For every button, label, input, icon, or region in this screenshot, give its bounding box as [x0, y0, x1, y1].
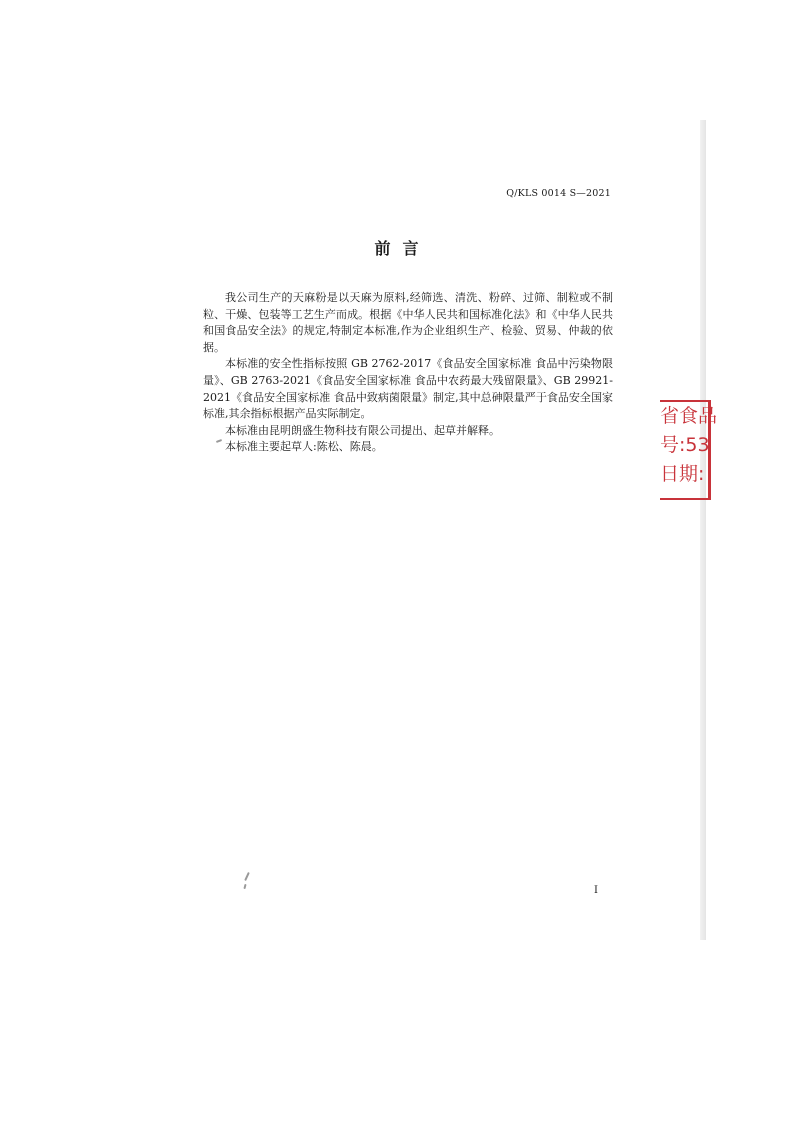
- paragraph-intro: 我公司生产的天麻粉是以天麻为原料,经筛选、清洗、粉碎、过筛、制粒或不制粒、干燥、包装等工艺生产而成。根据《中华人民共和国标准化法》和《中华人民共和国食品安全法》的规定,特制定本标准,作为企业组织生产、检验、贸易、仲裁的依据。: [203, 291, 613, 354]
- registration-stamp: [660, 400, 718, 500]
- stamp-line-3: 日期:: [660, 463, 705, 485]
- stamp-line-2: 号:53: [660, 434, 710, 456]
- scan-mark: [244, 872, 250, 881]
- document-code: Q/KLS 0014 S—2021: [506, 188, 611, 199]
- stamp-line-1: 省食品: [660, 405, 718, 427]
- paragraph-drafters: 本标准主要起草人:陈松、陈晨。: [225, 440, 383, 454]
- paragraph-safety-indicators: 本标准的安全性指标按照 GB 2762-2017《食品安全国家标准 食品中污染物限量》、GB 2763-2021《食品安全国家标准 食品中农药最大残留限量》、GB 29921-2021《食品安全国家标准 食品中致病菌限量》制定,其中总砷限量严于食品安全国家标准,其余指标根据产品实际制定。: [203, 357, 613, 421]
- page-number: I: [594, 885, 598, 896]
- paragraph-issuer: 本标准由昆明朗盛生物科技有限公司提出、起草并解释。: [225, 423, 500, 437]
- body-text: [203, 290, 613, 456]
- section-title: 前言: [374, 239, 431, 258]
- scan-mark: [243, 884, 246, 889]
